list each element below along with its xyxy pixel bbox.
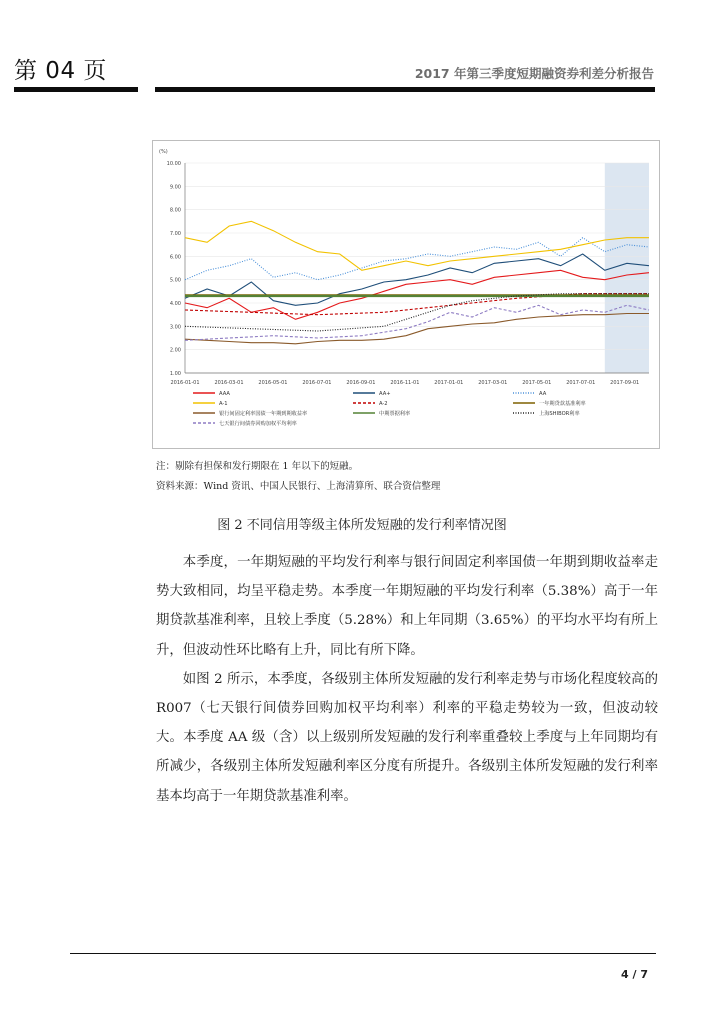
header-rule-right bbox=[155, 87, 655, 92]
footer-rule bbox=[70, 953, 656, 954]
y-tick-label: 8.00 bbox=[169, 207, 181, 214]
y-tick-label: 1.00 bbox=[169, 371, 181, 377]
figure-caption: 图 2 不同信用等级主体所发短融的发行利率情况图 bbox=[217, 518, 507, 533]
y-tick-label: 2.00 bbox=[169, 347, 181, 354]
x-tick-label: 2016-11-01 bbox=[390, 380, 420, 386]
page-number: 4 / 7 bbox=[621, 968, 648, 981]
series-line bbox=[185, 221, 649, 270]
y-tick-label: 9.00 bbox=[169, 184, 181, 191]
series-line bbox=[185, 294, 649, 331]
legend-label: 银行间固定利率国债一年期到期收益率 bbox=[219, 411, 308, 417]
series-line bbox=[185, 314, 649, 344]
x-tick-label: 2016-09-01 bbox=[346, 380, 376, 386]
series-line bbox=[185, 238, 649, 280]
y-tick-label: 3.00 bbox=[169, 324, 181, 331]
x-tick-label: 2016-01-01 bbox=[170, 380, 200, 386]
x-tick-label: 2017-03-01 bbox=[478, 380, 508, 386]
unit-label: (%) bbox=[159, 149, 168, 155]
x-tick-label: 2017-01-01 bbox=[434, 380, 464, 386]
legend-label: 一年期贷款基准利率 bbox=[539, 401, 586, 407]
legend-label: 七天银行间债券回购加权平均利率 bbox=[219, 421, 297, 427]
legend-label: AAA bbox=[219, 391, 230, 397]
series-line bbox=[185, 305, 649, 340]
legend-label: AA bbox=[539, 391, 547, 397]
chart-note: 注：剔除有担保和发行期限在 1 年以下的短融。 bbox=[156, 461, 359, 472]
y-tick-label: 10.00 bbox=[166, 161, 181, 167]
chart-source: 资料来源：Wind 资讯、中国人民银行、上海清算所、联合资信整理 bbox=[156, 481, 441, 492]
body-text bbox=[156, 548, 658, 811]
page-label: 第 04 页 bbox=[14, 58, 107, 84]
line-chart bbox=[153, 141, 659, 448]
x-tick-label: 2017-09-01 bbox=[610, 380, 640, 386]
report-title: 2017 年第三季度短期融资券利差分析报告 bbox=[414, 66, 654, 81]
paragraph-2: 如图 2 所示，本季度，各级别主体所发短融的发行利率走势与市场化程度较高的 R007（七天银行间债券回购加权平均利率）利率的平稳走势较为一致，但波动较大。本季度 AA 级（含）以上级别所发短融的发行利率重叠较上季度与上年同期均有所减少，各级别主体所发短融利率区分度有所提升。各级别主体所发短融的发行利率基本均高于一年期贷款基准利率。 bbox=[156, 671, 658, 804]
legend-label: AA+ bbox=[379, 391, 391, 397]
legend-label: 中期票据利率 bbox=[379, 411, 411, 417]
x-tick-label: 2016-03-01 bbox=[214, 380, 244, 386]
legend-label: A-2 bbox=[379, 401, 388, 407]
x-tick-label: 2016-07-01 bbox=[302, 380, 332, 386]
y-tick-label: 4.00 bbox=[169, 301, 181, 307]
y-tick-label: 7.00 bbox=[169, 231, 181, 237]
paragraph-1: 本季度，一年期短融的平均发行利率与银行间固定利率国债一年期到期收益率走势大致相同，均呈平稳走势。本季度一年期短融的平均发行利率（5.38%）高于一年期贷款基准利率，且较上季度（5.28%）和上年同期（3.65%）的平均水平均有所上升，但波动性环比略有上升，同比有所下降。 bbox=[156, 555, 658, 658]
x-tick-label: 2016-05-01 bbox=[258, 380, 288, 386]
y-tick-label: 6.00 bbox=[169, 254, 181, 261]
legend-label: 上海SHIBOR利率 bbox=[539, 411, 580, 417]
x-tick-label: 2017-05-01 bbox=[522, 380, 552, 386]
chart-frame bbox=[152, 140, 660, 449]
y-tick-label: 5.00 bbox=[169, 277, 181, 284]
header-rule-left bbox=[14, 87, 138, 92]
legend-label: A-1 bbox=[219, 401, 228, 407]
x-tick-label: 2017-07-01 bbox=[566, 380, 596, 386]
